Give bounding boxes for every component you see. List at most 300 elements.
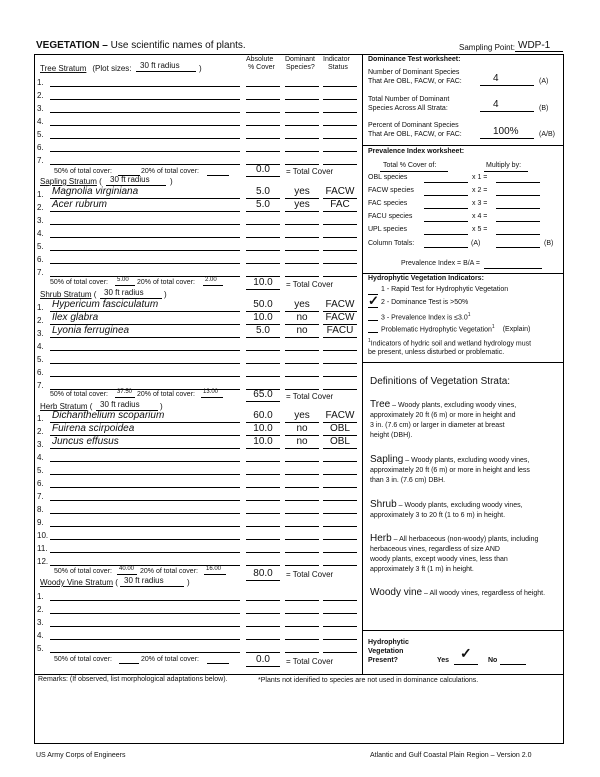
shrub-total-underline	[246, 401, 280, 402]
col-absolute: Absolute	[246, 56, 274, 63]
sapling-row-dominant-line[interactable]	[285, 276, 319, 277]
herb-row-cover-line[interactable]	[246, 500, 280, 501]
herb-row-status-line[interactable]	[323, 474, 357, 475]
herb-row-name-line[interactable]	[50, 552, 240, 553]
prevalence-row-label: FACU species	[368, 213, 413, 220]
sampling-point-label: Sampling Point:	[459, 43, 516, 52]
herb-row-number: 8.	[37, 505, 44, 514]
shrub-species-status: FACW	[325, 312, 355, 323]
tree-row-number: 4.	[37, 117, 44, 126]
sapling-row-cover-line[interactable]	[246, 250, 280, 251]
herb-row-number: 1.	[37, 414, 44, 423]
prevalence-row-result-line[interactable]	[496, 234, 540, 235]
vine-stratum-label: Woody Vine Stratum (	[40, 578, 118, 587]
shrub-species-dominant: no	[296, 312, 308, 323]
shrub-species-dominant: yes	[294, 299, 310, 310]
vine-row-name-line[interactable]	[50, 639, 240, 640]
tree-row-number: 3.	[37, 104, 44, 113]
tree-row-status-line[interactable]	[323, 99, 357, 100]
herb-stratum-label: Herb Stratum (	[40, 402, 93, 411]
herb-row-status-line[interactable]	[323, 500, 357, 501]
herb-row-number: 6.	[37, 479, 44, 488]
sapling-row-cover-line[interactable]	[246, 224, 280, 225]
remarks-divider	[34, 674, 564, 675]
indicators-footnote	[368, 337, 531, 357]
shrub-row-name-line[interactable]	[50, 376, 240, 377]
herb-row-name-line[interactable]	[50, 448, 240, 449]
shrub-row-number: 6.	[37, 368, 44, 377]
present-l1: Hydrophytic	[368, 639, 409, 646]
sapling-twenty-underline	[203, 285, 223, 286]
vine-row-name-line[interactable]	[50, 626, 240, 627]
shrub-species-dominant: no	[296, 325, 308, 336]
sapling-row-number: 3.	[37, 216, 44, 225]
tree-twenty-label: 20% of total cover:	[141, 168, 199, 175]
vine-total-cover: 0.0	[256, 654, 270, 665]
vine-plot-size: 30 ft radius	[124, 576, 164, 585]
tree-row-dominant-line[interactable]	[285, 125, 319, 126]
herb-row-dominant-line[interactable]	[285, 461, 319, 462]
sapling-row-status-line[interactable]	[323, 211, 357, 212]
vine-row-cover-line[interactable]	[246, 639, 280, 640]
sapling-row-dominant-line[interactable]	[285, 211, 319, 212]
prevalence-title: Prevalence Index worksheet:	[368, 148, 465, 155]
shrub-row-number: 2.	[37, 316, 44, 325]
vine-row-name-line[interactable]	[50, 600, 240, 601]
dominance-c-tag: (A/B)	[539, 131, 555, 138]
herb-row-status-line[interactable]	[323, 448, 357, 449]
prevalence-row-cover-line[interactable]	[424, 221, 468, 222]
herb-plot-size: 30 ft radius	[100, 400, 140, 409]
def-herb-l3: woody plants, except woody vines, less than	[370, 556, 508, 563]
sapling-species-status: FACW	[325, 186, 355, 197]
herb-plot-close: )	[160, 402, 163, 411]
vine-row-dominant-line[interactable]	[285, 639, 319, 640]
tree-row-number: 5.	[37, 130, 44, 139]
tree-row-dominant-line[interactable]	[285, 112, 319, 113]
vine-label: Woody Vine Stratum	[40, 578, 114, 587]
herb-total-label: = Total Cover	[286, 570, 334, 579]
shrub-species-cover: 10.0	[253, 312, 273, 323]
sapling-row-number: 4.	[37, 229, 44, 238]
vine-row-status-line[interactable]	[323, 652, 357, 653]
def-tree-l4: height (DBH).	[370, 432, 413, 439]
vine-row-name-line[interactable]	[50, 613, 240, 614]
shrub-row-name-line[interactable]	[50, 337, 240, 338]
shrub-plot-close: )	[164, 290, 167, 299]
indicator3-blank	[368, 320, 378, 321]
tree-row-name-line[interactable]	[50, 86, 240, 87]
shrub-row-dominant-line[interactable]	[285, 350, 319, 351]
present-no-label: No	[488, 657, 498, 664]
herb-row-number: 4.	[37, 453, 44, 462]
tree-row-cover-line[interactable]	[246, 125, 280, 126]
sapling-row-status-line[interactable]	[323, 237, 357, 238]
tree-row-dominant-line[interactable]	[285, 138, 319, 139]
vine-row-cover-line[interactable]	[246, 626, 280, 627]
herb-total-underline	[246, 580, 280, 581]
herb-species-status: OBL	[329, 436, 350, 447]
def-sap-l3: than 3 in. (7.6 cm) DBH.	[370, 477, 446, 484]
tree-row-dominant-line[interactable]	[285, 86, 319, 87]
dominance-c-line2: That Are OBL, FACW, or FAC:	[368, 131, 462, 138]
herb-row-number: 5.	[37, 466, 44, 475]
def-herb-l1: – All herbaceous (non-woody) plants, including	[391, 536, 539, 543]
shrub-row-cover-line[interactable]	[246, 350, 280, 351]
present-label	[368, 638, 409, 665]
shrub-row-dominant-line[interactable]	[285, 389, 319, 390]
herb-row-number: 10.	[37, 531, 49, 540]
vine-row-number: 3.	[37, 618, 44, 627]
def-shrub-l1: – Woody plants, excluding woody vines,	[396, 502, 523, 509]
vine-plot-close: )	[187, 578, 190, 587]
sapling-row-number: 2.	[37, 203, 44, 212]
definition-tree	[370, 400, 516, 441]
footer-right: Atlantic and Gulf Coastal Plain Region – Version 2.0	[370, 752, 532, 759]
tree-row-status-line[interactable]	[323, 86, 357, 87]
vine-row-number: 2.	[37, 605, 44, 614]
sapling-row-name-line[interactable]	[50, 211, 240, 212]
prevalence-col2-underline	[484, 171, 528, 172]
prevalence-totals-b-underline	[496, 247, 540, 248]
sapling-row-dominant-line[interactable]	[285, 237, 319, 238]
herb-row-dominant-line[interactable]	[285, 474, 319, 475]
shrub-row-status-line[interactable]	[323, 389, 357, 390]
form-title	[36, 40, 246, 51]
prevalence-index-underline	[484, 268, 542, 269]
tree-row-status-line[interactable]	[323, 151, 357, 152]
vine-row-dominant-line[interactable]	[285, 613, 319, 614]
dominance-divider	[363, 145, 564, 146]
tree-row-number: 1.	[37, 78, 44, 87]
def-tree-term: Tree	[370, 399, 391, 410]
tree-row-name-line[interactable]	[50, 151, 240, 152]
tree-row-name-line[interactable]	[50, 138, 240, 139]
herb-species-dominant: yes	[294, 410, 310, 421]
sapling-row-status-line[interactable]	[323, 276, 357, 277]
vine-row-dominant-line[interactable]	[285, 626, 319, 627]
sapling-species-name: Acer rubrum	[52, 199, 108, 210]
shrub-species-name: Ilex glabra	[52, 312, 99, 323]
herb-species-dominant: no	[296, 423, 308, 434]
tree-row-status-line[interactable]	[323, 164, 357, 165]
present-yes-underline[interactable]	[454, 664, 478, 665]
tree-row-name-line[interactable]	[50, 125, 240, 126]
col-cover: % Cover	[248, 64, 275, 71]
present-l3: Present?	[368, 657, 398, 664]
def-tree-l1: – Woody plants, excluding woody vines,	[390, 402, 517, 409]
prevalence-totals-b-tag: (B)	[544, 240, 554, 247]
prevalence-row-cover-line[interactable]	[424, 195, 468, 196]
indicator1-label: 1 - Rapid Test for Hydrophytic Vegetation	[381, 286, 509, 293]
sapling-row-name-line[interactable]	[50, 263, 240, 264]
definitions-title: Definitions of Vegetation Strata:	[370, 376, 511, 387]
vine-plot-underline	[120, 586, 184, 587]
herb-species-status: OBL	[329, 423, 350, 434]
prevalence-col2: Multiply by:	[486, 162, 522, 169]
tree-plot-close: )	[199, 64, 202, 73]
shrub-row-name-line[interactable]	[50, 350, 240, 351]
herb-row-name-line[interactable]	[50, 487, 240, 488]
present-yes-label: Yes	[437, 657, 450, 664]
def-tree-l2: approximately 20 ft (6 m) or more in height and	[370, 412, 516, 419]
prevalence-totals-a-tag: (A)	[471, 240, 481, 247]
shrub-species-name: Lyonia ferruginea	[52, 325, 130, 336]
shrub-species-name: Hypericum fasciculatum	[52, 299, 159, 310]
tree-label: Tree Stratum	[40, 64, 87, 73]
tree-row-cover-line[interactable]	[246, 99, 280, 100]
vine-row-cover-line[interactable]	[246, 600, 280, 601]
herb-row-status-line[interactable]	[323, 487, 357, 488]
sapling-label: Sapling Stratum	[40, 177, 97, 186]
herb-row-cover-line[interactable]	[246, 461, 280, 462]
tree-stratum-label	[40, 64, 132, 73]
vine-fifty-underline	[119, 663, 139, 664]
tree-row-status-line[interactable]	[323, 112, 357, 113]
definition-shrub	[370, 500, 523, 521]
sampling-point-value: WDP-1	[518, 40, 551, 51]
herb-row-name-line[interactable]	[50, 513, 240, 514]
tree-row-cover-line[interactable]	[246, 151, 280, 152]
herb-row-name-line[interactable]	[50, 526, 240, 527]
prevalence-row-result-line[interactable]	[496, 182, 540, 183]
tree-row-status-line[interactable]	[323, 138, 357, 139]
herb-row-cover-line[interactable]	[246, 526, 280, 527]
dominance-b-line2: Species Across All Strata:	[368, 105, 448, 112]
vine-row-dominant-line[interactable]	[285, 652, 319, 653]
herb-row-name-line[interactable]	[50, 474, 240, 475]
vine-row-status-line[interactable]	[323, 613, 357, 614]
shrub-row-dominant-line[interactable]	[285, 337, 319, 338]
sapling-row-cover-line[interactable]	[246, 263, 280, 264]
def-tree-l3: 3 in. (7.6 cm) or larger in diameter at breast	[370, 422, 505, 429]
sapling-species-name: Magnolia virginiana	[52, 186, 139, 197]
herb-row-dominant-line[interactable]	[285, 565, 319, 566]
shrub-row-name-line[interactable]	[50, 363, 240, 364]
herb-row-status-line[interactable]	[323, 552, 357, 553]
herb-row-name-line[interactable]	[50, 539, 240, 540]
sapling-row-status-line[interactable]	[323, 224, 357, 225]
herb-row-cover-line[interactable]	[246, 552, 280, 553]
herb-row-dominant-line[interactable]	[285, 552, 319, 553]
prevalence-row-multiplier: x 1 =	[472, 174, 488, 181]
herb-row-name-line[interactable]	[50, 461, 240, 462]
sapling-row-status-line[interactable]	[323, 250, 357, 251]
sapling-row-number: 5.	[37, 242, 44, 251]
herb-row-cover-line[interactable]	[246, 539, 280, 540]
sapling-total-cover: 10.0	[253, 277, 273, 288]
herb-row-status-line[interactable]	[323, 461, 357, 462]
sapling-species-cover: 5.0	[256, 199, 270, 210]
present-no-underline[interactable]	[500, 664, 526, 665]
sapling-row-status-line[interactable]	[323, 263, 357, 264]
footnote-sup: 1	[368, 338, 371, 344]
indicator3-text: 3 - Prevalence Index is ≤3.0	[381, 314, 468, 322]
sapling-row-dominant-line[interactable]	[285, 263, 319, 264]
herb-row-cover-line[interactable]	[246, 513, 280, 514]
vine-row-cover-line[interactable]	[246, 613, 280, 614]
form-title-bold: VEGETATION –	[36, 40, 108, 51]
footnote-line1: Indicators of hydric soil and wetland hydrology must	[370, 340, 532, 348]
vine-row-status-line[interactable]	[323, 600, 357, 601]
tree-row-dominant-line[interactable]	[285, 151, 319, 152]
def-herb-term: Herb	[370, 533, 392, 544]
tree-row-dominant-line[interactable]	[285, 164, 319, 165]
shrub-fifty-value: 37.50	[117, 389, 133, 395]
herb-row-dominant-line[interactable]	[285, 487, 319, 488]
dominance-a-value: 4	[493, 73, 499, 84]
indicator4-text: Problematic Hydrophytic Vegetation	[381, 326, 492, 334]
shrub-label: Shrub Stratum	[40, 290, 92, 299]
herb-row-name-line[interactable]	[50, 500, 240, 501]
shrub-row-dominant-line[interactable]	[285, 363, 319, 364]
sapling-twenty-value: 2.00	[205, 277, 217, 283]
tree-twenty-underline	[207, 175, 229, 176]
herb-row-cover-line[interactable]	[246, 474, 280, 475]
col-dominant: Dominant	[285, 56, 315, 63]
vine-twenty-label: 20% of total cover:	[141, 656, 199, 663]
herb-fifty-value: 40.00	[119, 566, 135, 572]
shrub-row-cover-line[interactable]	[246, 337, 280, 338]
sapling-stratum-label: Sapling Stratum (	[40, 177, 102, 186]
tree-row-status-line[interactable]	[323, 125, 357, 126]
tree-row-name-line[interactable]	[50, 164, 240, 165]
herb-species-status: FACW	[325, 410, 355, 421]
herb-row-dominant-line[interactable]	[285, 539, 319, 540]
shrub-row-status-line[interactable]	[323, 337, 357, 338]
herb-row-status-line[interactable]	[323, 513, 357, 514]
herb-row-cover-line[interactable]	[246, 565, 280, 566]
vine-row-status-line[interactable]	[323, 639, 357, 640]
sapling-row-number: 7.	[37, 268, 44, 277]
herb-row-number: 11.	[37, 544, 48, 553]
shrub-row-number: 4.	[37, 342, 44, 351]
dominance-a-tag: (A)	[539, 78, 549, 85]
prevalence-row-label: OBL species	[368, 174, 408, 181]
herb-fifty-label: 50% of total cover:	[54, 568, 112, 575]
herb-species-name: Juncus effusus	[52, 436, 119, 447]
sapling-row-name-line[interactable]	[50, 224, 240, 225]
present-l2: Vegetation	[368, 648, 404, 655]
vine-row-status-line[interactable]	[323, 626, 357, 627]
tree-row-cover-line[interactable]	[246, 86, 280, 87]
prevalence-totals-a-underline	[424, 247, 468, 248]
shrub-species-status: FACW	[325, 299, 355, 310]
dominance-a-line1: Number of Dominant Species	[368, 69, 460, 76]
shrub-row-cover-line[interactable]	[246, 376, 280, 377]
tree-row-cover-line[interactable]	[246, 112, 280, 113]
vine-total-underline	[246, 666, 280, 667]
shrub-species-cover: 5.0	[256, 325, 270, 336]
shrub-row-number: 1.	[37, 303, 44, 312]
shrub-row-status-line[interactable]	[323, 376, 357, 377]
tree-row-name-line[interactable]	[50, 99, 240, 100]
shrub-twenty-label: 20% of total cover:	[137, 391, 195, 398]
vine-row-name-line[interactable]	[50, 652, 240, 653]
def-vine-l1: – All woody vines, regardless of height.	[422, 590, 546, 597]
vine-row-dominant-line[interactable]	[285, 600, 319, 601]
def-herb-l4: approximately 3 ft (1 m) in height.	[370, 566, 474, 573]
vine-total-label: = Total Cover	[286, 657, 334, 666]
sapling-row-dominant-line[interactable]	[285, 250, 319, 251]
herb-row-dominant-line[interactable]	[285, 526, 319, 527]
herb-total-cover: 80.0	[253, 568, 273, 579]
shrub-row-cover-line[interactable]	[246, 363, 280, 364]
definition-sapling	[370, 455, 530, 486]
shrub-twenty-value: 13.00	[203, 389, 219, 395]
shrub-fifty-label: 50% of total cover:	[50, 391, 108, 398]
herb-row-dominant-line[interactable]	[285, 500, 319, 501]
indicator4-label	[381, 324, 530, 333]
remarks-note: *Plants not idenified to species are not used in dominance calculations.	[258, 677, 479, 684]
sapling-total-underline	[246, 289, 280, 290]
sapling-fifty-underline	[115, 285, 135, 286]
sapling-row-cover-line[interactable]	[246, 211, 280, 212]
herb-row-status-line[interactable]	[323, 565, 357, 566]
shrub-row-dominant-line[interactable]	[285, 376, 319, 377]
shrub-row-status-line[interactable]	[323, 363, 357, 364]
shrub-row-number: 7.	[37, 381, 44, 390]
tree-row-dominant-line[interactable]	[285, 99, 319, 100]
sapling-species-dominant: yes	[294, 186, 310, 197]
sapling-row-name-line[interactable]	[50, 250, 240, 251]
sapling-row-dominant-line[interactable]	[285, 224, 319, 225]
prevalence-row-result-line[interactable]	[496, 195, 540, 196]
prevalence-row-cover-line[interactable]	[424, 182, 468, 183]
tree-row-cover-line[interactable]	[246, 138, 280, 139]
tree-row-number: 7.	[37, 156, 44, 165]
tree-total-label: = Total Cover	[286, 167, 334, 176]
prevalence-row-cover-line[interactable]	[424, 208, 468, 209]
sapling-row-name-line[interactable]	[50, 237, 240, 238]
herb-row-status-line[interactable]	[323, 539, 357, 540]
dominance-c-value: 100%	[493, 126, 519, 137]
column-divider	[362, 54, 363, 674]
dominance-b-tag: (B)	[539, 105, 549, 112]
sapling-row-cover-line[interactable]	[246, 237, 280, 238]
herb-twenty-value: 16.00	[206, 566, 222, 572]
shrub-total-cover: 65.0	[253, 389, 273, 400]
herb-row-cover-line[interactable]	[246, 448, 280, 449]
sapling-fifty-label: 50% of total cover:	[50, 279, 108, 286]
vine-row-number: 5.	[37, 644, 44, 653]
herb-row-dominant-line[interactable]	[285, 448, 319, 449]
prevalence-row-result-line[interactable]	[496, 221, 540, 222]
herb-species-cover: 10.0	[253, 436, 273, 447]
herb-row-cover-line[interactable]	[246, 487, 280, 488]
prevalence-row-cover-line[interactable]	[424, 234, 468, 235]
col-species: Species?	[286, 64, 315, 71]
prevalence-row-result-line[interactable]	[496, 208, 540, 209]
shrub-stratum-label: Shrub Stratum (	[40, 290, 97, 299]
herb-row-dominant-line[interactable]	[285, 513, 319, 514]
shrub-row-number: 3.	[37, 329, 44, 338]
vine-row-number: 1.	[37, 592, 44, 601]
tree-total-underline	[246, 176, 280, 177]
herb-row-status-line[interactable]	[323, 526, 357, 527]
tree-row-name-line[interactable]	[50, 112, 240, 113]
indicator3-label	[381, 312, 471, 321]
vine-fifty-label: 50% of total cover:	[54, 656, 112, 663]
shrub-total-label: = Total Cover	[286, 392, 334, 401]
herb-species-cover: 10.0	[253, 423, 273, 434]
vine-row-cover-line[interactable]	[246, 652, 280, 653]
herb-row-number: 7.	[37, 492, 44, 501]
indicators-divider	[363, 362, 564, 363]
shrub-row-status-line[interactable]	[323, 350, 357, 351]
prevalence-row-multiplier: x 5 =	[472, 226, 488, 233]
tree-plot-underline	[136, 71, 196, 72]
